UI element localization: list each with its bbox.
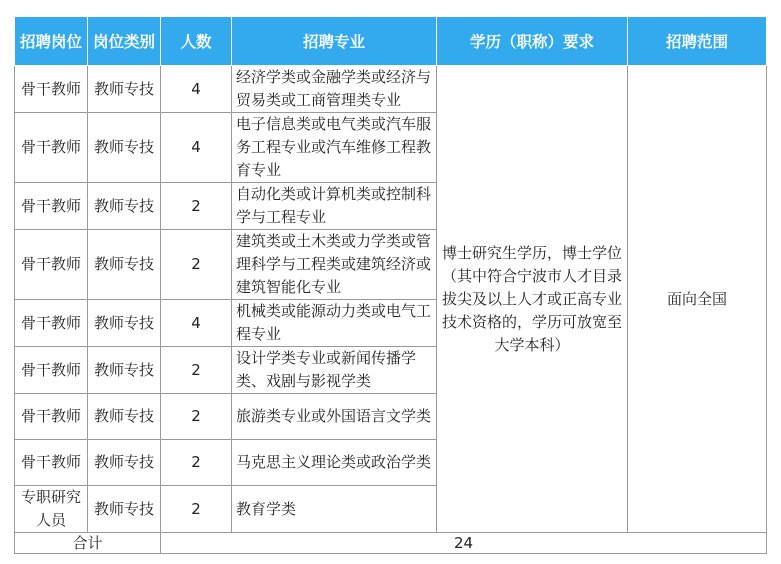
major-cell: 教育学类 [232, 486, 437, 533]
category-cell: 教师专技 [88, 113, 161, 183]
post-cell: 骨干教师 [15, 394, 88, 440]
count-cell: 4 [161, 66, 232, 113]
scope-cell: 面向全国 [628, 66, 767, 533]
count-cell: 2 [161, 486, 232, 533]
major-cell: 电子信息类或电气类或汽车服务工程专业或汽车维修工程教育专业 [232, 113, 437, 183]
category-cell: 教师专技 [88, 486, 161, 533]
category-cell: 教师专技 [88, 394, 161, 440]
count-cell: 2 [161, 230, 232, 300]
major-cell: 旅游类专业或外国语言文学类 [232, 394, 437, 440]
category-cell: 教师专技 [88, 230, 161, 300]
header-post: 招聘岗位 [15, 17, 88, 66]
post-cell: 骨干教师 [15, 347, 88, 394]
header-category: 岗位类别 [88, 17, 161, 66]
header-count: 人数 [161, 17, 232, 66]
major-cell: 建筑类或土木类或力学类或管理科学与工程类或建筑经济或建筑智能化专业 [232, 230, 437, 300]
header-scope: 招聘范围 [628, 17, 767, 66]
post-cell: 骨干教师 [15, 300, 88, 347]
category-cell: 教师专技 [88, 66, 161, 113]
total-row [15, 533, 767, 554]
post-cell: 骨干教师 [15, 183, 88, 230]
major-cell: 设计学类专业或新闻传播学类、戏剧与影视学类 [232, 347, 437, 394]
count-cell: 2 [161, 440, 232, 486]
total-value: 24 [161, 533, 767, 554]
table-row [15, 66, 767, 113]
header-row [15, 17, 767, 66]
count-cell: 2 [161, 183, 232, 230]
post-cell: 骨干教师 [15, 440, 88, 486]
category-cell: 教师专技 [88, 347, 161, 394]
category-cell: 教师专技 [88, 183, 161, 230]
requirement-cell: 博士研究生学历，博士学位（其中符合宁波市人才目录拔尖及以上人才或正高专业技术资格的，学历可放宽至大学本科） [437, 66, 628, 533]
post-cell: 专职研究人员 [15, 486, 88, 533]
recruitment-table [14, 16, 767, 554]
major-cell: 马克思主义理论类或政治学类 [232, 440, 437, 486]
count-cell: 4 [161, 300, 232, 347]
count-cell: 2 [161, 347, 232, 394]
major-cell: 机械类或能源动力类或电气工程专业 [232, 300, 437, 347]
count-cell: 4 [161, 113, 232, 183]
header-requirement: 学历（职称）要求 [437, 17, 628, 66]
post-cell: 骨干教师 [15, 230, 88, 300]
count-cell: 2 [161, 394, 232, 440]
category-cell: 教师专技 [88, 440, 161, 486]
category-cell: 教师专技 [88, 300, 161, 347]
major-cell: 自动化类或计算机类或控制科学与工程专业 [232, 183, 437, 230]
header-major: 招聘专业 [232, 17, 437, 66]
post-cell: 骨干教师 [15, 113, 88, 183]
major-cell: 经济学类或金融学类或经济与贸易类或工商管理类专业 [232, 66, 437, 113]
post-cell: 骨干教师 [15, 66, 88, 113]
total-label: 合计 [15, 533, 161, 554]
